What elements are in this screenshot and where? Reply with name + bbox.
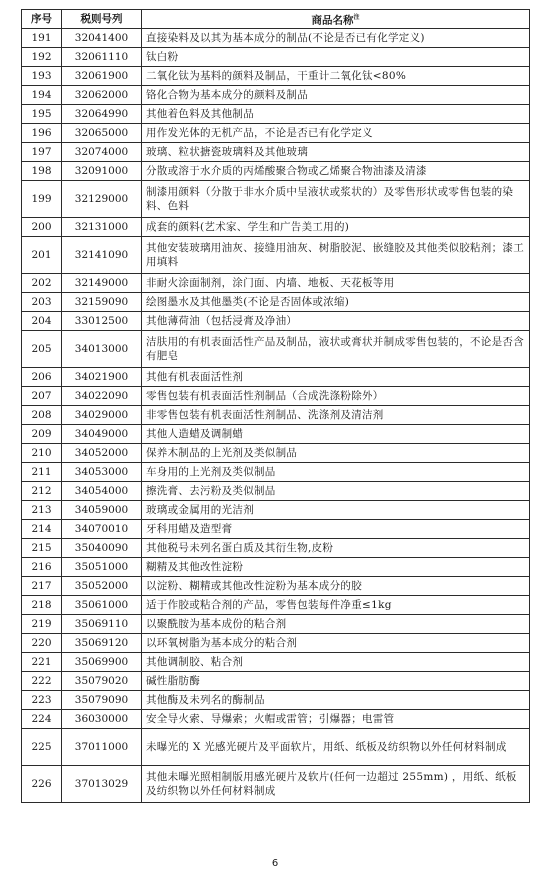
cell-no: 211 <box>22 463 62 482</box>
cell-name: 其他未曝光照相制版用感光硬片及软片(任何一边超过 255mm) ，用纸、纸板及纺织物以外任何材料制成 <box>142 766 530 803</box>
cell-no: 191 <box>22 29 62 48</box>
cell-name: 其他安装玻璃用油灰、接缝用油灰、树脂胶泥、嵌缝胶及其他类似胶粘剂；漆工用填料 <box>142 237 530 274</box>
cell-no: 218 <box>22 596 62 615</box>
cell-code: 35052000 <box>62 577 142 596</box>
table-row <box>22 86 530 105</box>
cell-name: 安全导火索、导爆索；火帽或雷管；引爆器；电雷管 <box>142 710 530 729</box>
cell-code: 32091000 <box>62 162 142 181</box>
table-row <box>22 274 530 293</box>
cell-name: 直接染料及以其为基本成分的制品(不论是否已有化学定义) <box>142 29 530 48</box>
table-row <box>22 558 530 577</box>
cell-no: 212 <box>22 482 62 501</box>
cell-no: 221 <box>22 653 62 672</box>
cell-no: 205 <box>22 331 62 368</box>
cell-name: 其他着色料及其他制品 <box>142 105 530 124</box>
table-row <box>22 463 530 482</box>
cell-name: 制漆用颜料（分散于非水介质中呈液状或浆状的）及零售形状或零售包装的染料、色料 <box>142 181 530 218</box>
cell-code: 34070010 <box>62 520 142 539</box>
cell-code: 35061000 <box>62 596 142 615</box>
table-row <box>22 672 530 691</box>
cell-code: 32129000 <box>62 181 142 218</box>
table-row <box>22 331 530 368</box>
table-row <box>22 501 530 520</box>
cell-code: 34052000 <box>62 444 142 463</box>
cell-code: 32159090 <box>62 293 142 312</box>
cell-no: 193 <box>22 67 62 86</box>
table-row <box>22 143 530 162</box>
cell-no: 207 <box>22 387 62 406</box>
cell-code: 32061110 <box>62 48 142 67</box>
header-code: 税则号列 <box>62 10 142 29</box>
table-row <box>22 368 530 387</box>
cell-no: 210 <box>22 444 62 463</box>
cell-name: 以聚酰胺为基本成份的粘合剂 <box>142 615 530 634</box>
table-row <box>22 237 530 274</box>
table-row <box>22 729 530 766</box>
header-name-label: 商品名称 <box>311 14 354 27</box>
cell-name: 铬化合物为基本成分的颜料及制品 <box>142 86 530 105</box>
cell-no: 195 <box>22 105 62 124</box>
cell-name: 其他税号未列名蛋白质及其衍生物,皮粉 <box>142 539 530 558</box>
cell-name: 绘图墨水及其他墨类(不论是否固体或浓缩) <box>142 293 530 312</box>
table-row <box>22 577 530 596</box>
cell-name: 分散或溶于水介质的丙烯酸聚合物或乙烯聚合物油漆及清漆 <box>142 162 530 181</box>
cell-code: 35079020 <box>62 672 142 691</box>
table-body <box>22 29 530 803</box>
cell-name: 玻璃、粒状搪瓷玻璃料及其他玻璃 <box>142 143 530 162</box>
table-row <box>22 162 530 181</box>
table-row <box>22 406 530 425</box>
header-no: 序号 <box>22 10 62 29</box>
cell-code: 35051000 <box>62 558 142 577</box>
table-row <box>22 520 530 539</box>
table-row <box>22 105 530 124</box>
cell-code: 35069900 <box>62 653 142 672</box>
tariff-table <box>21 9 530 803</box>
table-row <box>22 29 530 48</box>
table-row <box>22 444 530 463</box>
table-row <box>22 387 530 406</box>
header-name-note: 注 <box>353 13 360 21</box>
cell-no: 214 <box>22 520 62 539</box>
cell-name: 糊精及其他改性淀粉 <box>142 558 530 577</box>
cell-code: 32131000 <box>62 218 142 237</box>
cell-no: 209 <box>22 425 62 444</box>
header-name <box>142 10 530 29</box>
cell-name: 未曝光的 X 光感光硬片及平面软片，用纸、纸板及纺织物以外任何材料制成 <box>142 729 530 766</box>
cell-no: 199 <box>22 181 62 218</box>
table-row <box>22 218 530 237</box>
cell-no: 215 <box>22 539 62 558</box>
table-row <box>22 615 530 634</box>
cell-name: 以环氧树脂为基本成分的粘合剂 <box>142 634 530 653</box>
table-row <box>22 539 530 558</box>
cell-code: 34059000 <box>62 501 142 520</box>
cell-code: 34029000 <box>62 406 142 425</box>
table-row <box>22 596 530 615</box>
cell-name: 其他薄荷油（包括浸膏及净油） <box>142 312 530 331</box>
cell-no: 203 <box>22 293 62 312</box>
cell-no: 216 <box>22 558 62 577</box>
cell-code: 32065000 <box>62 124 142 143</box>
cell-code: 34054000 <box>62 482 142 501</box>
cell-name: 玻璃或金属用的光洁剂 <box>142 501 530 520</box>
cell-no: 204 <box>22 312 62 331</box>
cell-no: 220 <box>22 634 62 653</box>
cell-no: 197 <box>22 143 62 162</box>
cell-no: 219 <box>22 615 62 634</box>
cell-name: 非零售包装有机表面活性剂制品、洗涤剂及清洁剂 <box>142 406 530 425</box>
table-row <box>22 425 530 444</box>
cell-name: 以淀粉、糊精或其他改性淀粉为基本成分的胶 <box>142 577 530 596</box>
cell-name: 其他人造蜡及调制蜡 <box>142 425 530 444</box>
cell-name: 成套的颜料(艺术家、学生和广告美工用的) <box>142 218 530 237</box>
cell-code: 34049000 <box>62 425 142 444</box>
cell-code: 35069110 <box>62 615 142 634</box>
table-row <box>22 710 530 729</box>
table-row <box>22 482 530 501</box>
table-row <box>22 124 530 143</box>
cell-name: 牙科用蜡及造型膏 <box>142 520 530 539</box>
cell-code: 32062000 <box>62 86 142 105</box>
cell-no: 217 <box>22 577 62 596</box>
cell-name: 非耐火涂面制剂，涂门面、内墙、地板、天花板等用 <box>142 274 530 293</box>
cell-name: 碱性脂肪酶 <box>142 672 530 691</box>
cell-no: 225 <box>22 729 62 766</box>
cell-no: 200 <box>22 218 62 237</box>
cell-no: 201 <box>22 237 62 274</box>
cell-name: 车身用的上光剂及类似制品 <box>142 463 530 482</box>
cell-code: 37013029 <box>62 766 142 803</box>
cell-code: 32141090 <box>62 237 142 274</box>
tariff-table-container <box>21 9 529 803</box>
cell-code: 37011000 <box>62 729 142 766</box>
cell-code: 34053000 <box>62 463 142 482</box>
cell-no: 206 <box>22 368 62 387</box>
cell-code: 35069120 <box>62 634 142 653</box>
cell-code: 34013000 <box>62 331 142 368</box>
table-row <box>22 691 530 710</box>
cell-no: 223 <box>22 691 62 710</box>
cell-no: 192 <box>22 48 62 67</box>
table-row <box>22 181 530 218</box>
table-row <box>22 766 530 803</box>
cell-name: 其他酶及未列名的酶制品 <box>142 691 530 710</box>
cell-code: 32061900 <box>62 67 142 86</box>
cell-no: 196 <box>22 124 62 143</box>
table-row <box>22 293 530 312</box>
page-number: 6 <box>271 858 279 869</box>
cell-no: 213 <box>22 501 62 520</box>
cell-code: 32074000 <box>62 143 142 162</box>
cell-name: 用作发光体的无机产品，不论是否已有化学定义 <box>142 124 530 143</box>
table-row <box>22 653 530 672</box>
cell-name: 零售包装有机表面活性剂制品（合成洗涤粉除外） <box>142 387 530 406</box>
cell-name: 其他有机表面活性剂 <box>142 368 530 387</box>
cell-code: 32064990 <box>62 105 142 124</box>
cell-code: 35079090 <box>62 691 142 710</box>
table-row <box>22 48 530 67</box>
table-row <box>22 634 530 653</box>
table-row <box>22 67 530 86</box>
cell-code: 34022090 <box>62 387 142 406</box>
cell-no: 224 <box>22 710 62 729</box>
cell-name: 适于作胶或粘合剂的产品，零售包装每件净重≤1kg <box>142 596 530 615</box>
cell-name: 保养木制品的上光剂及类似制品 <box>142 444 530 463</box>
cell-code: 32149000 <box>62 274 142 293</box>
cell-no: 194 <box>22 86 62 105</box>
cell-no: 226 <box>22 766 62 803</box>
table-row <box>22 312 530 331</box>
cell-name: 擦洗膏、去污粉及类似制品 <box>142 482 530 501</box>
cell-name: 钛白粉 <box>142 48 530 67</box>
cell-name: 洁肤用的有机表面活性产品及制品，液状或膏状并制成零售包装的，不论是否含有肥皂 <box>142 331 530 368</box>
cell-no: 208 <box>22 406 62 425</box>
cell-no: 222 <box>22 672 62 691</box>
cell-no: 202 <box>22 274 62 293</box>
cell-no: 198 <box>22 162 62 181</box>
cell-name: 二氧化钛为基料的颜料及制品，干重计二氧化钛<80% <box>142 67 530 86</box>
cell-code: 36030000 <box>62 710 142 729</box>
cell-code: 34021900 <box>62 368 142 387</box>
cell-name: 其他调制胶、粘合剂 <box>142 653 530 672</box>
table-header-row <box>22 10 530 29</box>
cell-code: 32041400 <box>62 29 142 48</box>
cell-code: 35040090 <box>62 539 142 558</box>
cell-code: 33012500 <box>62 312 142 331</box>
